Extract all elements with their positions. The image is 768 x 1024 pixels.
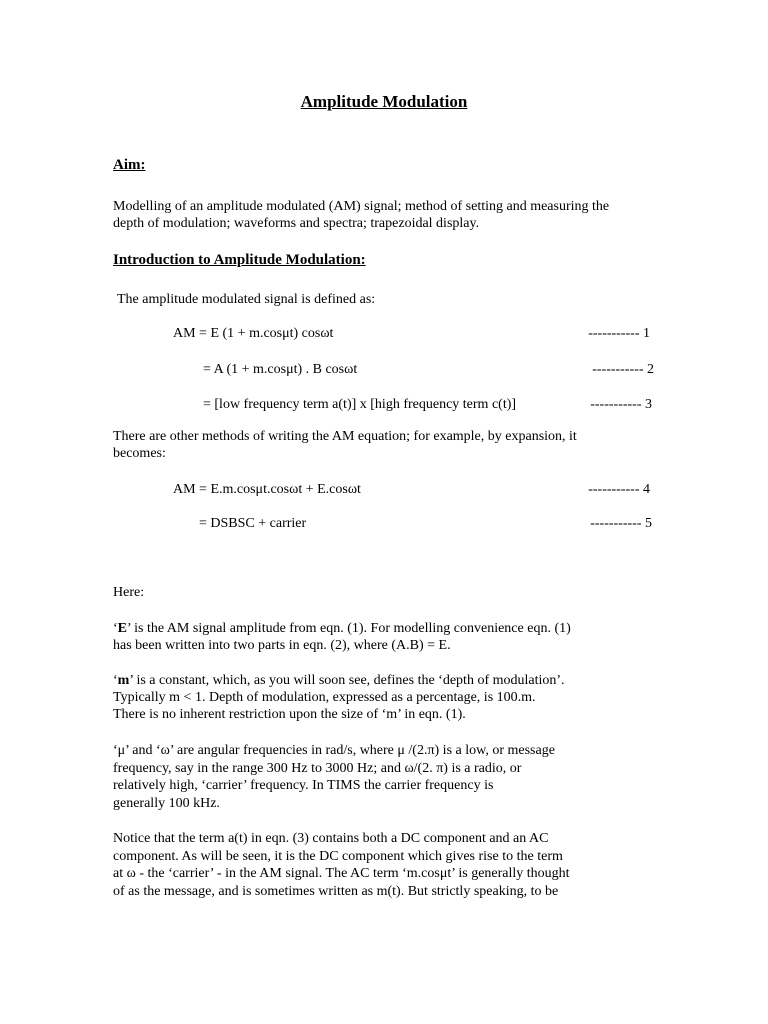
mu-para-line-3: relatively high, ‘carrier’ frequency. In TIMS the carrier frequency is: [113, 778, 494, 793]
equation-1-number: ----------- 1: [588, 326, 650, 341]
e-para-line-1: ‘E’ is the AM signal amplitude from eqn. (1). For modelling convenience eqn. (1): [113, 621, 571, 636]
equation-5-number: ----------- 5: [590, 516, 652, 531]
mu-para-line-1: ‘μ’ and ‘ω’ are angular frequencies in rad/s, where μ /(2.π) is a low, or message: [113, 743, 555, 758]
other-methods-line-1: There are other methods of writing the AM equation; for example, by expansion, it: [113, 429, 577, 444]
mu-para-line-2: frequency, say in the range 300 Hz to 3000 Hz; and ω/(2. π) is a radio, or: [113, 761, 522, 776]
notice-para-line-2: component. As will be seen, it is the DC component which gives rise to the term: [113, 849, 563, 864]
e-para-line-2: has been written into two parts in eqn. (2), where (A.B) = E.: [113, 638, 451, 653]
m-symbol: m: [117, 673, 130, 688]
here-label: Here:: [113, 585, 145, 600]
notice-para-line-3: at ω - the ‘carrier’ - in the AM signal. The AC term ‘m.cosμt’ is generally thought: [113, 866, 570, 881]
equation-5: = DSBSC + carrier: [199, 516, 307, 531]
intro-lead: The amplitude modulated signal is defined as:: [117, 292, 376, 307]
m-para-line-1: ‘m’ is a constant, which, as you will soon see, defines the ‘depth of modulation’.: [113, 673, 565, 688]
equation-4: AM = E.m.cosμt.cosωt + E.cosωt: [173, 482, 361, 497]
aim-line-1: Modelling of an amplitude modulated (AM) signal; method of setting and measuring the: [113, 199, 610, 214]
equation-2-number: ----------- 2: [592, 362, 654, 377]
page-title: Amplitude Modulation: [300, 92, 468, 111]
e-para-line-1-text: ’ is the AM signal amplitude from eqn. (1). For modelling convenience eqn. (1): [127, 621, 571, 636]
notice-para-line-1: Notice that the term a(t) in eqn. (3) contains both a DC component and an AC: [113, 831, 549, 846]
aim-line-2: depth of modulation; waveforms and spectra; trapezoidal display.: [113, 216, 480, 231]
e-symbol: E: [117, 621, 128, 636]
mu-para-line-4: generally 100 kHz.: [113, 796, 220, 811]
equation-4-number: ----------- 4: [588, 482, 650, 497]
equation-3-number: ----------- 3: [590, 397, 652, 412]
m-para-line-3: There is no inherent restriction upon the size of ‘m’ in eqn. (1).: [113, 707, 466, 722]
notice-para-line-4: of as the message, and is sometimes written as m(t). But strictly speaking, to be: [113, 884, 559, 899]
m-para-line-2: Typically m < 1. Depth of modulation, expressed as a percentage, is 100.m.: [113, 690, 536, 705]
equation-3: = [low frequency term a(t)] x [high frequency term c(t)]: [203, 397, 517, 412]
m-para-line-1-text: ’ is a constant, which, as you will soon see, defines the ‘depth of modulation’.: [129, 673, 565, 688]
intro-heading: Introduction to Amplitude Modulation:: [113, 252, 366, 268]
aim-heading: Aim:: [113, 157, 146, 173]
equation-1: AM = E (1 + m.cosμt) cosωt: [173, 326, 334, 341]
equation-2: = A (1 + m.cosμt) . B cosωt: [203, 362, 358, 377]
other-methods-line-2: becomes:: [113, 446, 166, 461]
